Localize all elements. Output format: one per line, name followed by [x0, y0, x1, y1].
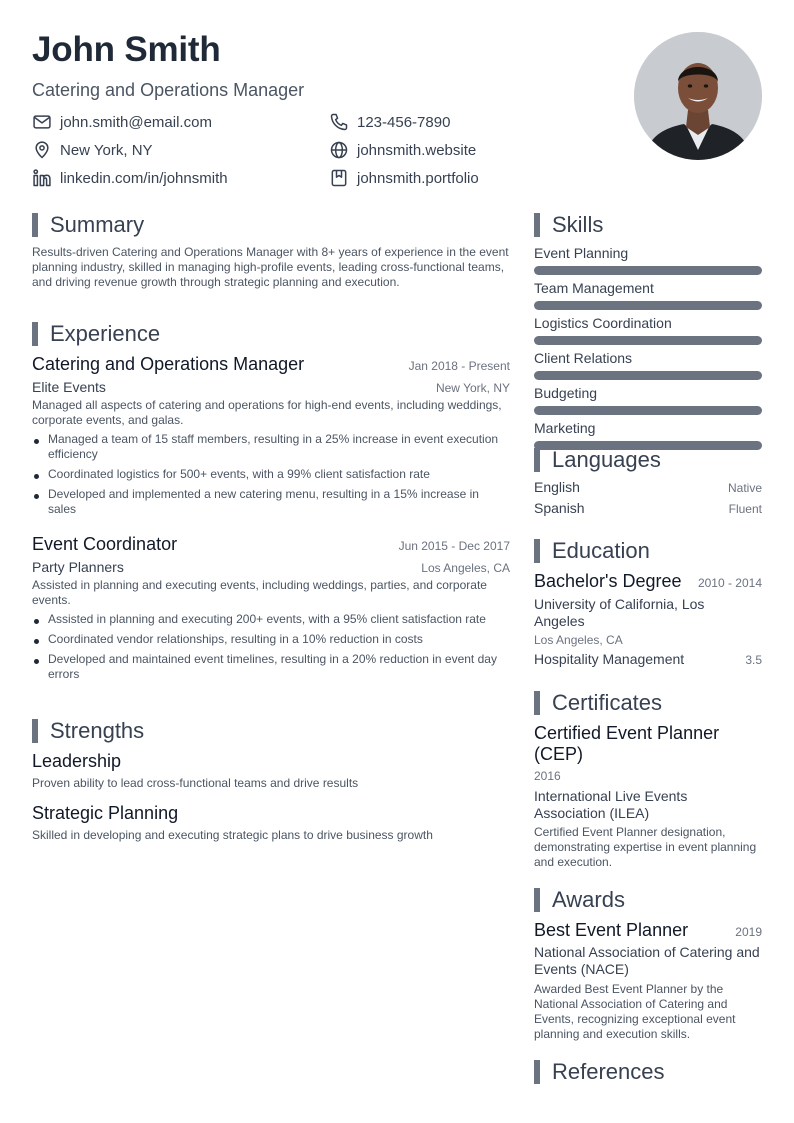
candidate-title: Catering and Operations Manager [32, 80, 305, 100]
section-title: Strengths [50, 718, 145, 743]
location-text: New York, NY [60, 141, 153, 159]
section-title: Summary [50, 212, 145, 237]
section-title: Languages [552, 447, 661, 472]
skill-name: Client Relations [534, 350, 633, 366]
award-name: Best Event Planner [534, 920, 689, 940]
education-entry [534, 571, 762, 668]
experience-entry [32, 534, 510, 687]
skill-item [534, 349, 762, 380]
language-level: Native [727, 481, 762, 495]
skills-list [534, 244, 762, 454]
skill-name: Team Management [534, 280, 654, 296]
job-dates: Jun 2015 - Dec 2017 [398, 539, 510, 553]
skill-name: Logistics Coordination [534, 315, 672, 331]
award-description: Awarded Best Event Planner by the National Association of Catering and Events, recognizing exceptional event planning and execution skills. [534, 982, 736, 1041]
email-icon [32, 112, 52, 132]
field-of-study: Hospitality Management [534, 651, 685, 667]
accent-bar [534, 691, 540, 715]
accent-bar [534, 213, 540, 237]
certificate-issuer: International Live Events Association (ILEA) [534, 788, 688, 821]
job-location: Los Angeles, CA [421, 561, 510, 575]
strength-title: Leadership [32, 751, 122, 771]
skill-item [534, 244, 762, 275]
section-title: Awards [552, 887, 625, 912]
company-name: Elite Events [32, 379, 106, 395]
award-year: 2019 [735, 925, 762, 939]
language-item [534, 500, 762, 521]
section-title: Education [552, 538, 650, 563]
bullet-item: Coordinated vendor relationships, resulting in a 10% reduction in costs [32, 632, 510, 647]
bullet-item: Managed a team of 15 staff members, resulting in a 25% increase in event execution efficiency [32, 432, 510, 462]
accent-bar [534, 1060, 540, 1084]
skill-item [534, 419, 762, 450]
section-title: Skills [552, 212, 604, 237]
skill-level-bar [534, 301, 762, 310]
skill-level-bar [534, 336, 762, 345]
section-heading-summary [32, 213, 144, 237]
section-title: Experience [50, 321, 161, 346]
certificate-entry [534, 723, 762, 870]
bullet-item: Assisted in planning and executing 200+ events, with a 95% client satisfaction rate [32, 612, 510, 627]
section-heading-languages [534, 448, 661, 472]
experience-entry [32, 354, 510, 522]
school-location: Los Angeles, CA [534, 633, 623, 647]
skill-item [534, 279, 762, 310]
bullet-item: Coordinated logistics for 500+ events, with a 99% client satisfaction rate [32, 467, 510, 482]
award-issuer: National Association of Catering and Events (NACE) [534, 944, 760, 977]
job-title: Catering and Operations Manager [32, 354, 305, 374]
section-heading-awards [534, 888, 625, 912]
strength-item [32, 803, 510, 843]
location-pin-icon [32, 140, 52, 160]
phone-text: 123-456-7890 [357, 113, 451, 131]
job-dates: Jan 2018 - Present [408, 359, 510, 373]
contact-phone[interactable] [329, 112, 549, 132]
phone-icon [329, 112, 349, 132]
skill-level-bar [534, 371, 762, 380]
contact-linkedin[interactable] [32, 168, 329, 188]
section-title: Certificates [552, 690, 663, 715]
strength-item [32, 751, 510, 791]
summary-text: Results-driven Catering and Operations Manager with 8+ years of experience in the event planning industry, skilled in managing high-profile events, leading cross-functional teams, and driving revenue growth through strategic planning and execution. [32, 245, 509, 289]
strength-title: Strategic Planning [32, 803, 179, 823]
accent-bar [32, 322, 38, 346]
contact-website[interactable] [329, 140, 549, 160]
contact-email[interactable] [32, 112, 329, 132]
gpa-value: 3.5 [745, 653, 762, 667]
accent-bar [534, 448, 540, 472]
candidate-name: John Smith [32, 30, 221, 69]
accent-bar [32, 719, 38, 743]
globe-icon [329, 140, 349, 160]
company-name: Party Planners [32, 559, 124, 575]
person-avatar-icon [634, 32, 762, 160]
bookmark-icon [329, 168, 349, 188]
strength-text: Proven ability to lead cross-functional teams and drive results [32, 776, 359, 790]
bullet-item: Developed and implemented a new catering menu, resulting in a 15% increase in sales [32, 487, 510, 517]
job-title: Event Coordinator [32, 534, 178, 554]
skill-name: Budgeting [534, 385, 598, 401]
bullet-item: Developed and maintained event timelines, resulting in a 20% reduction in event day errors [32, 652, 510, 682]
accent-bar [32, 213, 38, 237]
job-description: Assisted in planning and executing events, including weddings, parties, and corporate events. [32, 578, 487, 607]
languages-list [534, 479, 762, 521]
section-heading-references [534, 1060, 665, 1084]
email-text: john.smith@email.com [60, 113, 212, 131]
language-name: English [534, 479, 580, 495]
section-heading-certificates [534, 691, 662, 715]
certificate-name: Certified Event Planner (CEP) [534, 723, 720, 764]
accent-bar [534, 888, 540, 912]
section-heading-skills [534, 213, 603, 237]
certificate-year: 2016 [534, 769, 561, 783]
certificate-description: Certified Event Planner designation, demonstrating expertise in event planning and execution. [534, 825, 757, 869]
skill-name: Marketing [534, 420, 596, 436]
section-title: References [552, 1059, 665, 1084]
skill-item [534, 384, 762, 415]
portfolio-text: johnsmith.portfolio [357, 169, 479, 187]
strength-text: Skilled in developing and executing strategic plans to drive business growth [32, 828, 433, 842]
skill-item [534, 314, 762, 345]
section-heading-strengths [32, 719, 144, 743]
website-text: johnsmith.website [357, 141, 477, 159]
school-name: University of California, Los Angeles [534, 596, 705, 629]
job-bullets [32, 432, 510, 517]
section-heading-experience [32, 322, 160, 346]
job-location: New York, NY [435, 381, 510, 395]
skill-level-bar [534, 406, 762, 415]
linkedin-text: linkedin.com/in/johnsmith [60, 169, 228, 187]
job-description: Managed all aspects of catering and operations for high-end events, including weddings, corporate events, and galas. [32, 398, 502, 427]
linkedin-icon [32, 168, 52, 188]
job-bullets [32, 612, 510, 682]
skill-name: Event Planning [534, 245, 629, 261]
contact-list [32, 112, 552, 188]
language-name: Spanish [534, 500, 585, 516]
skill-level-bar [534, 266, 762, 275]
section-heading-education [534, 539, 650, 563]
accent-bar [534, 539, 540, 563]
language-level: Fluent [728, 502, 762, 516]
degree-name: Bachelor's Degree [534, 571, 682, 591]
language-item [534, 479, 762, 500]
award-entry [534, 920, 762, 1042]
contact-portfolio[interactable] [329, 168, 549, 188]
education-years: 2010 - 2014 [697, 576, 762, 590]
contact-location [32, 140, 329, 160]
profile-photo [634, 32, 762, 160]
